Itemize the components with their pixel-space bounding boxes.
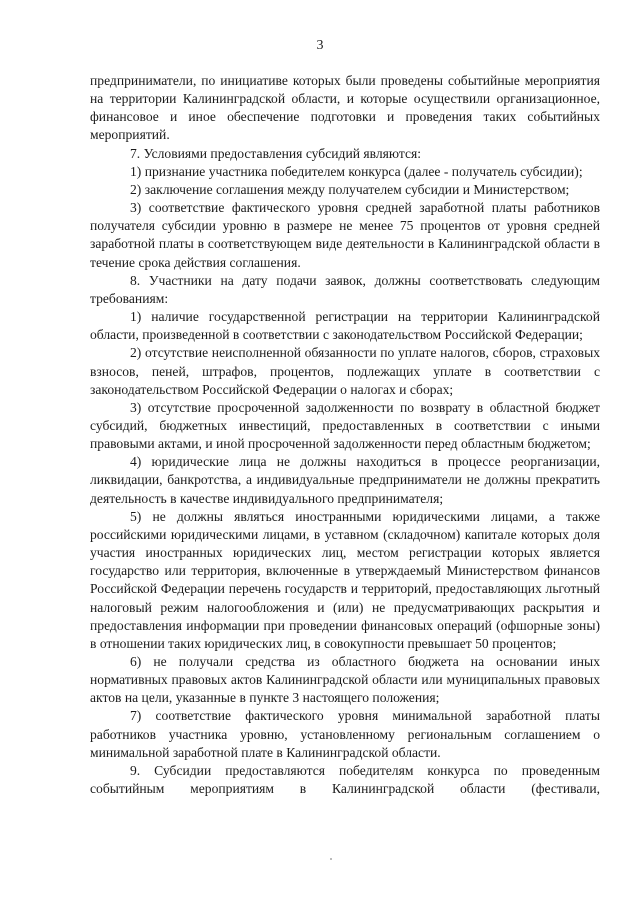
document-body (90, 72, 600, 798)
paragraph-clause-8-item-7: 7) соответствие фактического уровня минимальной заработной платы работников участника уровню, установленному региональным соглашением о минимальной заработной плате в Калининградской области. (90, 708, 600, 760)
paragraph-clause-8-item-6: 6) не получали средства из областного бюджета на основании иных нормативных правовых актов Калининградской области или муниципальных правовых актов на цели, указанные в пункте 3 настоящего положения; (90, 654, 600, 706)
paragraph-clause-9: 9. Субсидии предоставляются победителям конкурса по проведенным событийным мероприятиям в Калининградской области (фестивали, (90, 762, 600, 797)
paragraph-clause-8-item-5: 5) не должны являться иностранными юридическими лицами, а также российскими юридическими лицами, в уставном (складочном) капитале которых доля участия иностранных юридических лиц, местом регистрации которых является государство или территория, включенные в утверждаемый Министерством финансов Российской Федерации перечень государств и территорий, предоставляющих льготный налоговый режим налогообложения и (или) не предусматривающих раскрытия и предоставления информации при проведении финансовых операций (офшорные зоны) в отношении таких юридических лиц, в совокупности превышает 50 процентов; (90, 508, 600, 651)
paragraph-clause-7-item-3: 3) соответствие фактического уровня средней заработной платы работников получателя субсидии уровню в размере не менее 75 процентов от уровня средней заработной платы в соответствующем виде деятельности в Калининградской области в течение срока действия соглашения. (90, 200, 600, 270)
paragraph-clause-8-item-3: 3) отсутствие просроченной задолженности по возврату в областной бюджет субсидий, бюджетных инвестиций, предоставленных в соответствии с иными правовыми актами, и иной просроченной задолженности перед областным бюджетом; (90, 399, 600, 452)
paragraph-clause-7-item-1: 1) признание участника победителем конкурса (далее - получатель субсидии); (130, 163, 583, 179)
paragraph-clause-8-item-4: 4) юридические лица не должны находиться в процессе реорганизации, ликвидации, банкротства, а индивидуальные предприниматели не должны прекратить деятельность в качестве индивидуального предпринимателя; (90, 454, 600, 506)
paragraph-continuation: предприниматели, по инициативе которых были проведены событийные мероприятия на территории Калининградской области, и которые осуществили организационное, финансовое и иное обеспечение подготовки и проведения таких событийных мероприятий. (90, 73, 600, 143)
paragraph-clause-7: 7. Условиями предоставления субсидий являются: (130, 145, 422, 161)
paragraph-clause-8-item-1: 1) наличие государственной регистрации на территории Калининградской области, произведенной в соответствии с законодательством Российской Федерации; (90, 309, 600, 343)
paragraph-clause-7-item-2: 2) заключение соглашения между получателем субсидии и Министерством; (130, 181, 570, 197)
paragraph-clause-8-item-2: 2) отсутствие неисполненной обязанности по уплате налогов, сборов, страховых взносов, пеней, штрафов, процентов, подлежащих уплате в соответствии с законодательством Российской Федерации о налогах и сборах; (90, 345, 600, 397)
page-number: 3 (316, 38, 324, 53)
scan-speck (330, 858, 332, 860)
paragraph-clause-8: 8. Участники на дату подачи заявок, должны соответствовать следующим требованиям: (90, 272, 600, 306)
